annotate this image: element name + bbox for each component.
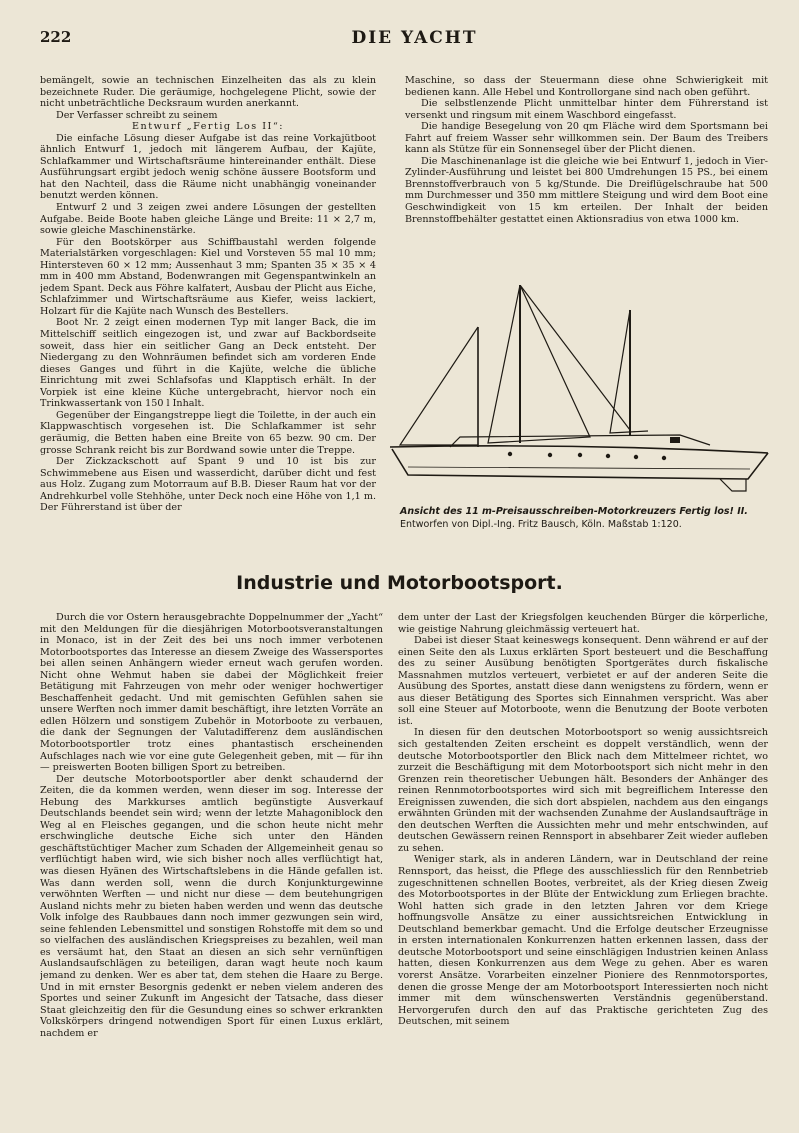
paragraph: In diesen für den deutschen Motorbootsport so wenig aussichtsreich sich gestaltenden Zeiten erscheint es doppelt verständlich, wenn der deutsche Motorbootsportler den Blick nach dem Mittelmeer richtet, wo zurzeit die Beschäftigung mit dem Motorbootsport sich nicht mehr in den Grenzen rein theoretischer Uebungen hält. Besonders der Anhänger des reinen Rennmotorbootsportes wird sich mit begreiflichem Interesse den Ereignissen zuwenden, die sich dort abspielen, nachdem aus den eingangs erwähnten Gründen mit der wachsenden Zunahme der Auslandsaufträge in den deutschen Werften die Aussichten mehr und mehr entschwinden, auf deutschen Gewässern reinen Rennsport in absehbarer Zeit wieder aufleben zu sehen. [398, 727, 768, 854]
column-bottom-right [398, 612, 768, 1117]
motor-cruiser-drawing-icon [380, 285, 772, 500]
paragraph: Boot Nr. 2 zeigt einen modernen Typ mit langer Back, die im Mittelschiff seitlich eingezogen ist, und zwar auf Backbordseite soweit, dass hier ein seitlicher Gang an Deck entsteht. Der Niedergang zu den Wohnräumen befindet sich am vorderen Ende dieses Ganges und führt in die Kajüte, welche die übliche Einrichtung mit zwei Schlafsofas und Klapptisch erhält. In der Vorpiek ist eine kleine Küche untergebracht, hiervor noch ein Trinkwassertank von 150 l Inhalt. [40, 317, 376, 410]
paragraph: Der Verfasser schreibt zu seinem [56, 109, 218, 121]
column-bottom-left [40, 612, 383, 1117]
paragraph: Der deutsche Motorbootsportler aber denkt schaudernd der Zeiten, die da kommen werden, wenn dieser im sog. Interesse der Hebung des Markkurses amtlich begünstigte Ausverkauf Deutschlands beendet sein wird; wenn der letzte Mahagoniblock den Weg al en Fleisches gegangen, und die schon heute nicht mehr erschwingliche deutsche Eiche sich unter den Händen geschäftstüchtiger Macher zum Schaden der Allgemeinheit genau so verflüchtigt haben wird, wie sich bisher noch alles verflüchtigt hat, was diesen Hyänen des Wirtschaftslebens in die Hände gefallen ist. Was dann werden soll, wenn die durch Konjunkturgewinne verwöhnten Werften — und nicht nur diese — dem beutehungrigen Ausland nichts mehr zu bieten haben werden und wenn das deutsche Volk infolge des Raubbaues dann noch immer gezwungen sein wird, seine fehlenden Lebensmittel und sonstigen Rohstoffe mit dem so und so vielfachen des ausländischen Kriegspreises zu bezahlen, weil man es versäumt hat, den Staat an diesen an sich sehr vernünftigen Auslandsaufschlägen zu beteiligen, daran wagt heute noch kaum jemand zu denken. Wer es aber tat, dem stehen die Haare zu Berge. Und in mit ernster Besorgnis gedenkt er neben vielem anderen des Sportes und seiner Zukunft im Angesicht der Tatsache, dass dieser Staat gleichzeitig den für die Gesundung eines so schwer erkrankten Volkskörpers dringend notwendigen Sport für einen Luxus erklärt, nachdem er [40, 773, 383, 1039]
paragraph: Durch die vor Ostern herausgebrachte Doppelnummer der „Yacht“ mit den Meldungen für die diesjährigen Motorbootsveranstaltungen in Monaco, ist in der Zeit des bei uns noch immer verbotenen Motorbootsportes das Interesse an diesem Zweige des Wassersportes bei allen seinen Anhängern wieder erneut wach gerufen worden. Nicht ohne Wehmut haben sie dabei der Möglichkeit freier Betätigung mit Fahrzeugen von mehr oder weniger hochwertiger Beschaffenheit gedacht. Und mit gemischten Gefühlen sahen sie unsere Werften noch immer damit beschäftigt, ihre letzten Vorräte an edlen Hölzern und sonstigem Zubehör in Motorboote zu verbauen, die dank der Segnungen der Valutadifferenz dem ausländischen Motorbootsportler trotz eines phantastisch erscheinenden Aufschlages nach wie vor eine gute Gelegenheit geben, mit — für ihn — preiswerten Booten billigen Sport zu betreiben. [40, 612, 383, 774]
subheading-entwurf: Entwurf „Fertig Los II“: [132, 121, 284, 133]
figure-caption-title: Ansicht des 11 m-Preisausschreiben-Motorkreuzers Fertig los! II. [400, 506, 748, 517]
paragraph: Die Maschinenanlage ist die gleiche wie bei Entwurf 1, jedoch in Vier-Zylinder-Ausführung und leistet bei 800 Umdrehungen 15 PS., bei einem Brennstoffverbrauch von 5 kg/Stunde. Die Dreiflügelschraube hat 500 mm Durchmesser und 350 mm mittlere Steigung und wird dem Boot eine Geschwindigkeit von 15 km erteilen. Der Inhalt der beiden Brennstoffbehälter gestattet einen Aktionsradius von etwa 1000 km. [405, 155, 768, 225]
column-top-right [405, 75, 768, 280]
figure-caption-credit: Entworfen von Dipl.-Ing. Fritz Bausch, Köln. Maßstab 1:120. [400, 519, 682, 530]
paragraph: dem unter der Last der Kriegsfolgen keuchenden Bürger die körperliche, wie geistige Nahrung gleichmässig verteuert hat. [398, 612, 768, 635]
paragraph: Die selbstlenzende Plicht unmittelbar hinter dem Führerstand ist versenkt und ringsum mit einem Waschbord eingefasst. [405, 98, 768, 121]
paragraph: Der Zickzackschott auf Spant 9 und 10 ist bis zur Schwimmebene aus Eisen und wasserdicht, darüber dicht und fest aus Holz. Zugang zum Motorraum auf B.B. Dieser Raum hat vor der Andrehkurbel volle Stehhöhe, unter Deck noch eine Höhe von 1,1 m. Der Führerstand ist über der [40, 456, 376, 514]
paragraph: bemängelt, sowie an technischen Einzelheiten das als zu klein bezeichnete Ruder. Die geräumige, hochgelegene Plicht, sowie der nicht unbeträchtliche Decksraum wurden anerkannt. [40, 75, 376, 110]
paragraph: Die einfache Lösung dieser Aufgabe ist das reine Vorkajütboot ähnlich Entwurf 1, jedoch mit längerem Aufbau, der Kajüte, Schlafkammer und Wirtschaftsräume hintereinander enthält. Diese Ausführungsart ergibt jedoch wenig schöne äussere Bootsform und hat den Nachteil, dass die Räume nicht unabhängig voneinander benutzt werden können. [40, 132, 376, 202]
page-number: 222 [40, 28, 72, 46]
paragraph: Die handige Besegelung von 20 qm Fläche wird dem Sportsmann bei Fahrt auf freiem Wasser sehr willkommen sein. Der Baum des Treibers kann als Stütze für ein Sonnensegel über der Plicht dienen. [405, 121, 768, 156]
paragraph: Dabei ist dieser Staat keineswegs konsequent. Denn während er auf der einen Seite den als Luxus erklärten Sport besteuert und die Beschaffung des zu seiner Ausübung benötigten Sportgerätes durch fiskalische Massnahmen mutzlos verteuert, verbietet er auf der anderen Seite die Ausübung des Sportes, anstatt diese dann wenigstens zu fördern, wenn er aus dieser Betätigung des Sportes sich Einnahmen verspricht. Was aber soll eine Steuer auf Motorboote, wenn die Benutzung der Boote verboten ist. [398, 635, 768, 727]
paragraph: Entwurf 2 und 3 zeigen zwei andere Lösungen der gestellten Aufgabe. Beide Boote haben gleiche Länge und Breite: 11 × 2,7 m, sowie gleiche Maschinenstärke. [40, 202, 376, 237]
column-top-left [40, 75, 376, 530]
paragraph: Für den Bootskörper aus Schiffbaustahl werden folgende Materialstärken vorgeschlagen: Kiel und Vorsteven 55 mal 10 mm; Hintersteven 60 × 12 mm; Aussenhaut 3 mm; Spanten 35 × 35 × 4 mm in 400 mm Abstand, Bodenwrangen mit Gegenspantwinkeln an jedem Spant. Deck aus Föhre kalfatert, Ausbau der Plicht aus Eiche, Schlafzimmer und Wirtschaftsräume aus Kiefer, weiss lackiert, Holzart für die Kajüte nach Wunsch des Bestellers. [40, 236, 376, 317]
section-title: Industrie und Motorbootsport. [236, 572, 563, 594]
paragraph: Maschine, so dass der Steuermann diese ohne Schwierigkeit mit bedienen kann. Alle Hebel und Kontrollorgane sind nach oben geführt. [405, 75, 768, 98]
paragraph: Gegenüber der Eingangstreppe liegt die Toilette, in der auch ein Klappwaschtisch vorgesehen ist. Die Schlafkammer ist sehr geräumig, die Betten haben eine Breite von 65 bezw. 90 cm. Der grosse Schrank reicht bis zur Bordwand sowie unter die Treppe. [40, 409, 376, 456]
paragraph: Weniger stark, als in anderen Ländern, war in Deutschland der reine Rennsport, das heisst, die Pflege des ausschliesslich für den Rennbetrieb zugeschnittenen schnellen Bootes, verbreitet, als der Krieg diesen Zweig des Motorbootsportes in der Blüte der Entwicklung zum Erliegen brachte. Wohl hatten sich grade in den letzten Jahren vor dem Kriege hoffnungsvolle Ansätze zu einer aussichtsreichen Entwicklung in Deutschland bemerkbar gemacht. Und die Erfolge deutscher Erzeugnisse in ersten internationalen Konkurrenzen hatten erkennen lassen, dass der deutsche Motorbootsport und seine einschlägigen Industrien keinen Anlass hatten, diesen Konkurrenzen aus dem Wege zu gehen. Aber es waren vorerst Ansätze. Vorarbeiten einzelner Pioniere des Rennmotorsportes, denen die grosse Menge der am Motorbootsport Interessierten noch nicht immer mit dem wünschenswerten Verständnis gegenüberstand. Hervorgerufen durch den auf das Praktische gerichteten Zug des Deutschen, mit seinem [398, 854, 768, 1028]
magazine-title: DIE YACHT [351, 28, 478, 48]
